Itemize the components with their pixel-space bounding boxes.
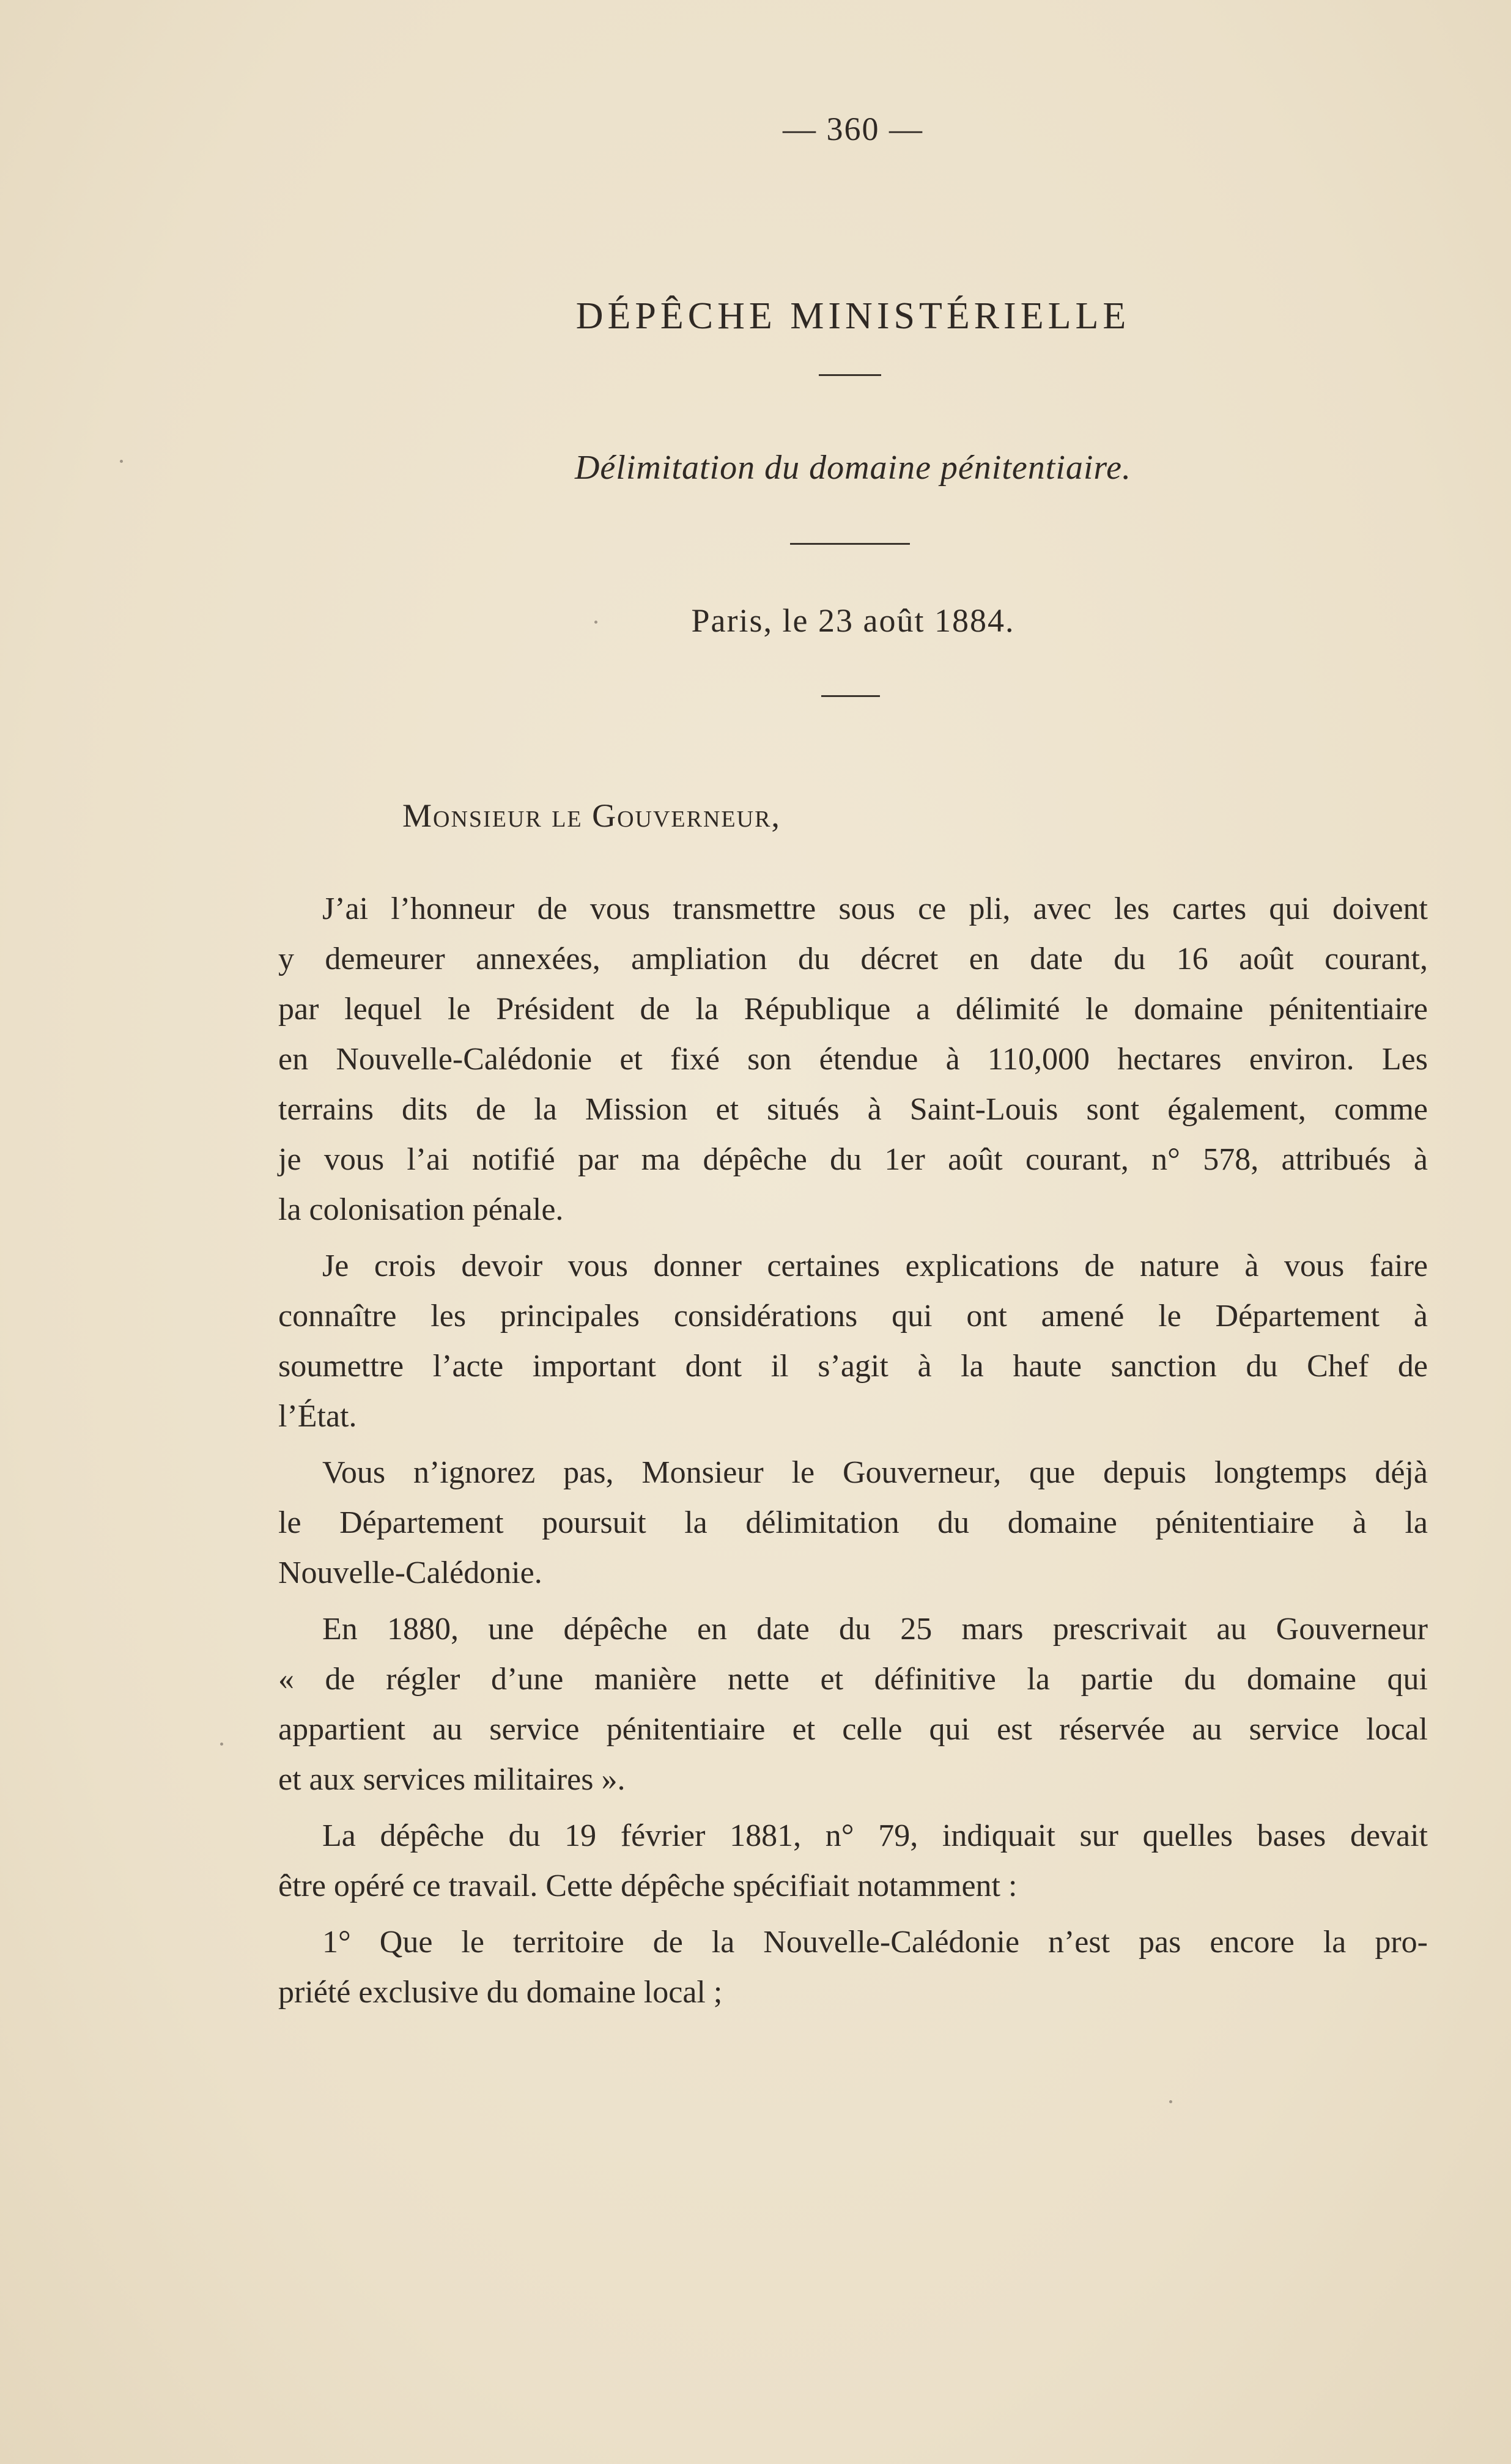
text-line: par lequel le Président de la République a délimité le domaine pénitentiaire	[278, 992, 1428, 1027]
letter-body	[278, 884, 1428, 2018]
dateline-rule	[821, 695, 880, 697]
text-line: la colonisation pénale.	[278, 1192, 564, 1227]
paragraph-2	[278, 1241, 1428, 1442]
subtitle-rule	[790, 543, 910, 545]
salutation: Monsieur le Gouverneur,	[402, 797, 781, 834]
text-line: 1° Que le territoire de la Nouvelle-Calédonie n’est pas encore la pro-	[322, 1925, 1428, 1960]
text-line: En 1880, une dépêche en date du 25 mars prescrivait au Gouverneur	[322, 1612, 1428, 1647]
text-line: le Département poursuit la délimitation du domaine pénitentiaire à la	[278, 1505, 1428, 1540]
text-line: J’ai l’honneur de vous transmettre sous ce pli, avec les cartes qui doivent	[322, 891, 1428, 926]
page-number: — 360 —	[783, 111, 923, 147]
paper-speck	[1169, 2100, 1172, 2103]
text-line: Vous n’ignorez pas, Monsieur le Gouverneur, que depuis longtemps déjà	[322, 1455, 1428, 1490]
paper-speck	[120, 460, 123, 463]
text-line: et aux services militaires ».	[278, 1762, 626, 1797]
paper-speck	[220, 1743, 223, 1746]
text-line: y demeurer annexées, ampliation du décret en date du 16 août courant,	[278, 942, 1428, 976]
text-line: je vous l’ai notifié par ma dépêche du 1er août courant, n° 578, attribués à	[278, 1142, 1428, 1177]
text-line: être opéré ce travail. Cette dépêche spécifiait notamment :	[278, 1868, 1018, 1903]
document-title: DÉPÊCHE MINISTÉRIELLE	[575, 295, 1131, 337]
paragraph-6	[278, 1917, 1428, 2018]
text-line: priété exclusive du domaine local ;	[278, 1975, 723, 2010]
document-subtitle: Délimitation du domaine pénitentiaire.	[574, 449, 1132, 487]
text-line: Nouvelle-Calédonie.	[278, 1555, 542, 1590]
text-line: l’État.	[278, 1399, 357, 1434]
title-rule	[819, 374, 881, 376]
text-line: terrains dits de la Mission et situés à Saint-Louis sont également, comme	[278, 1092, 1428, 1127]
text-line: en Nouvelle-Calédonie et fixé son étendue à 110,000 hectares environ. Les	[278, 1042, 1428, 1077]
text-line: La dépêche du 19 février 1881, n° 79, indiquait sur quelles bases devait	[322, 1818, 1428, 1853]
text-line: connaître les principales considérations qui ont amené le Département à	[278, 1299, 1428, 1333]
text-line: « de régler d’une manière nette et définitive la partie du domaine qui	[278, 1662, 1428, 1697]
paragraph-4	[278, 1604, 1428, 1805]
paper-speck	[594, 621, 597, 624]
paragraph-3	[278, 1448, 1428, 1598]
text-line: Je crois devoir vous donner certaines explications de nature à vous faire	[322, 1249, 1428, 1283]
text-line: soumettre l’acte important dont il s’agit à la haute sanction du Chef de	[278, 1349, 1428, 1384]
paragraph-1	[278, 884, 1428, 1235]
dateline: Paris, le 23 août 1884.	[691, 602, 1015, 639]
paragraph-5	[278, 1811, 1428, 1911]
text-line: appartient au service pénitentiaire et celle qui est réservée au service local	[278, 1712, 1428, 1747]
